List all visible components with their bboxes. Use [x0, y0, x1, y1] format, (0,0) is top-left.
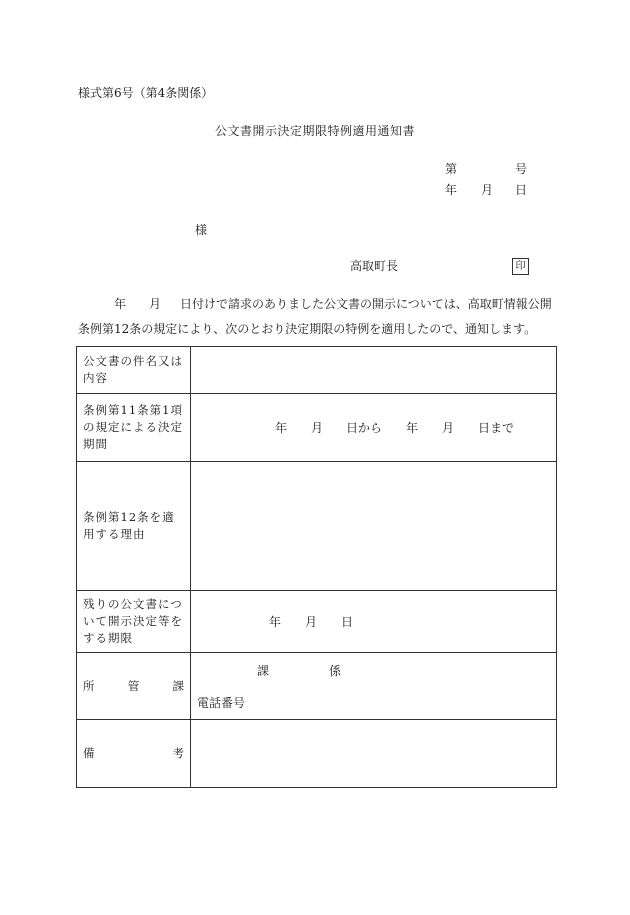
period-month-2: 月	[442, 421, 455, 435]
deadline-day: 日	[341, 615, 354, 629]
addressee-suffix: 様	[195, 223, 208, 237]
subject-field[interactable]	[191, 347, 557, 394]
deadline-month: 月	[305, 615, 318, 629]
phone-label: 電話番号	[197, 696, 246, 710]
deadline-field[interactable]	[191, 591, 557, 653]
row-label-department	[77, 653, 191, 720]
reference-dai: 第	[445, 162, 458, 176]
period-year-2: 年	[406, 421, 419, 435]
row-label-remarks	[77, 720, 191, 788]
body-year: 年	[114, 297, 127, 311]
label-char: 管	[127, 678, 140, 693]
body-line-2: 条例第12条の規定により、次のとおり決定期限の特例を適用したので、通知します。	[78, 322, 537, 336]
period-until: 日まで	[478, 421, 515, 435]
table-row	[77, 720, 557, 788]
date-month: 月	[481, 183, 494, 197]
decision-period-field[interactable]	[191, 394, 557, 462]
period-from: 日から	[346, 421, 383, 435]
department-field[interactable]	[191, 653, 557, 720]
document-title: 公文書開示決定期限特例適用通知書	[214, 124, 415, 138]
label-char: 考	[172, 746, 184, 760]
table-row	[77, 394, 557, 462]
date-day: 日	[515, 183, 528, 197]
body-line-1-text: 日付けで請求のありました公文書の開示については、高取町情報公開	[180, 297, 552, 311]
label-char: 所	[83, 678, 95, 693]
deadline-year: 年	[269, 615, 282, 629]
row-label: 公文書の件名又は内容	[77, 347, 191, 394]
form-number: 様式第6号（第4条関係）	[78, 86, 214, 100]
period-month-1: 月	[311, 421, 324, 435]
row-label: 残りの公文書について開示決定等をする期限	[77, 591, 191, 653]
reference-go: 号	[515, 162, 528, 176]
period-year-1: 年	[275, 421, 288, 435]
seal-box	[512, 258, 529, 275]
department-kakari: 係	[329, 664, 342, 678]
body-month: 月	[149, 297, 162, 311]
row-label: 条例第11条第1項の規定による決定期間	[77, 394, 191, 462]
seal-text: 印	[515, 260, 526, 272]
row-label: 条例第12条を適用する理由	[77, 462, 191, 591]
table-row	[77, 462, 557, 591]
reason-field[interactable]	[191, 462, 557, 591]
table-row	[77, 653, 557, 720]
notice-table	[76, 346, 557, 788]
table-row	[77, 591, 557, 653]
issuer-name: 高取町長	[350, 259, 399, 273]
table-row	[77, 347, 557, 394]
remarks-field[interactable]	[191, 720, 557, 788]
department-ka: 課	[257, 664, 270, 678]
label-char: 備	[83, 746, 95, 760]
label-char: 課	[172, 678, 184, 693]
date-year: 年	[445, 183, 458, 197]
